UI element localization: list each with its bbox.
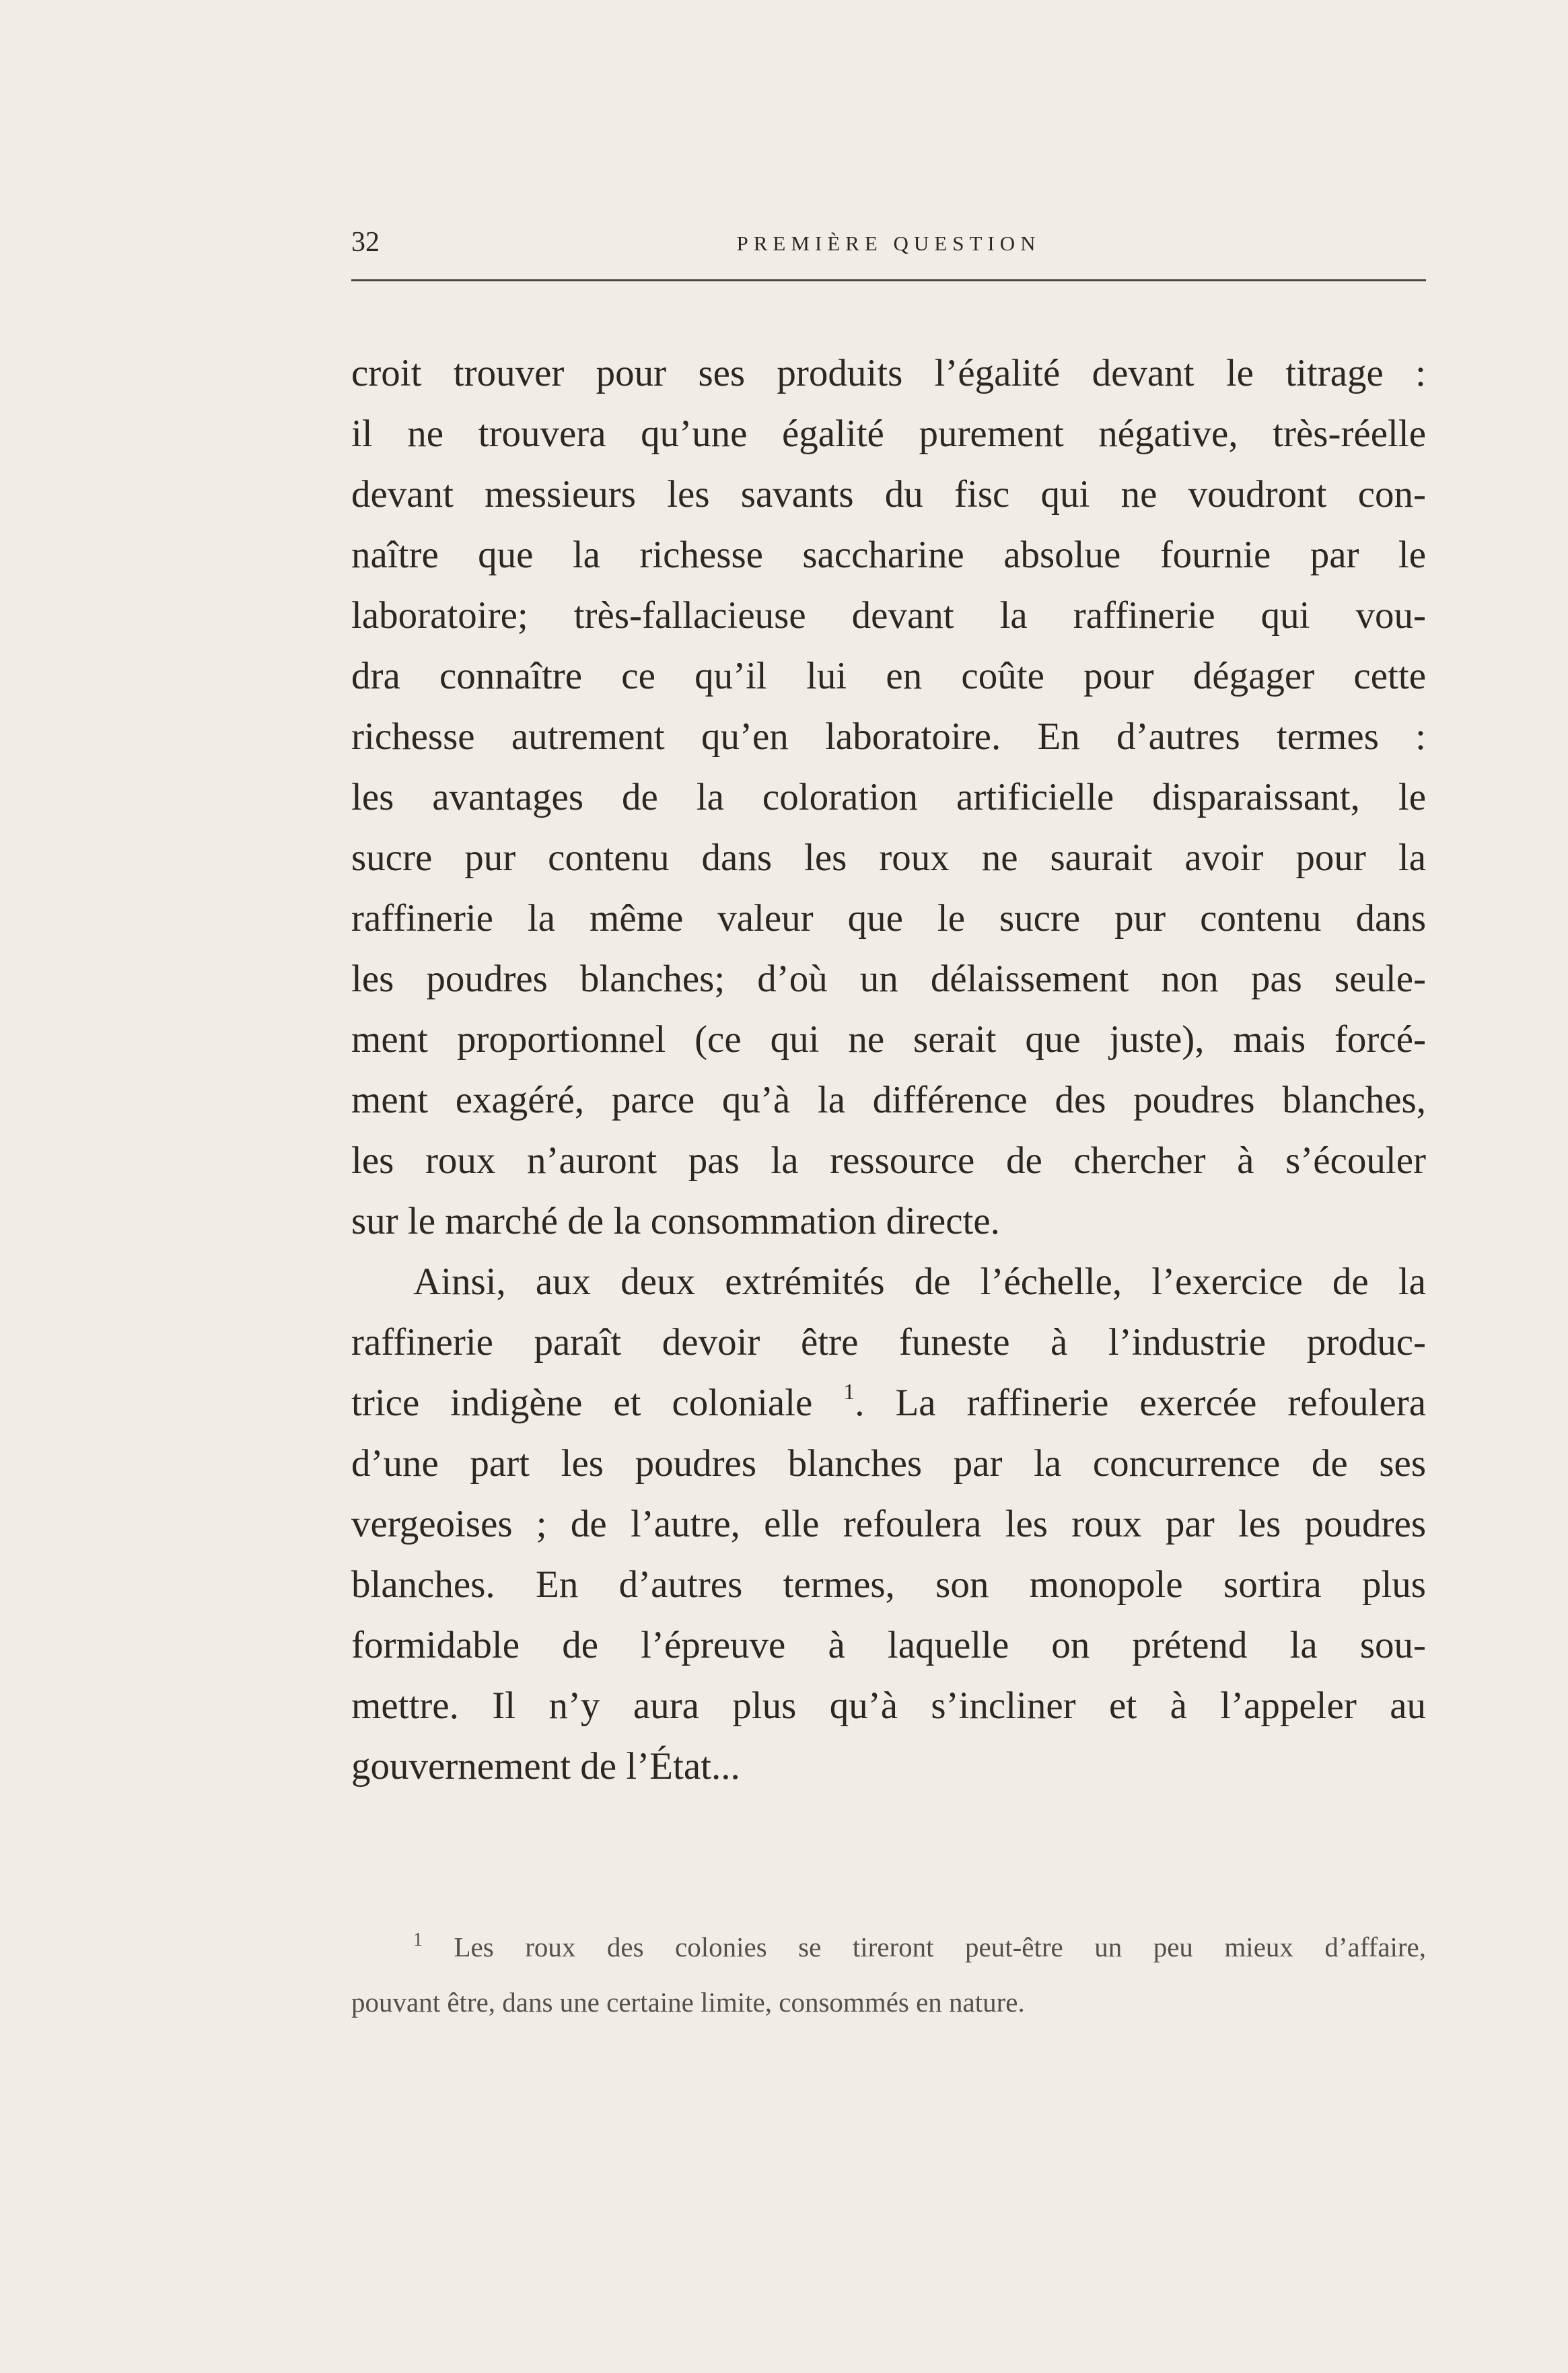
footnote-mark: 1	[413, 1929, 423, 1950]
header-rule	[351, 279, 1426, 281]
text-line: les avantages de la coloration artificielle disparaissant, le	[351, 776, 1426, 818]
text-line: ment exagéré, parce qu’à la différence des poudres blanches,	[351, 1079, 1426, 1121]
text-line-with-footnote-ref	[351, 1373, 1426, 1433]
footnote-text: Les roux des colonies se tireront peut-être un peu mieux d’affaire,	[454, 1932, 1427, 1962]
text-line: raffinerie la même valeur que le sucre pur contenu dans	[351, 897, 1426, 940]
text-line: richesse autrement qu’en laboratoire. En d’autres termes :	[351, 715, 1426, 758]
text-line: vergeoises ; de l’autre, elle refoulera les roux par les poudres	[351, 1503, 1426, 1545]
text-line: croit trouver pour ses produits l’égalité devant le titrage :	[351, 352, 1426, 394]
text-line: gouvernement de l’État...	[351, 1745, 740, 1787]
paragraph-2	[351, 1252, 1426, 1797]
text-line: naître que la richesse saccharine absolue fournie par le	[351, 534, 1426, 576]
paragraph-1	[351, 343, 1426, 1252]
footnote	[351, 1919, 1426, 2030]
text-fragment: trice indigène et coloniale	[351, 1382, 813, 1424]
text-line: Ainsi, aux deux extrémités de l’échelle, l’exercice de la	[413, 1261, 1426, 1303]
text-line: les poudres blanches; d’où un délaissement non pas seule-	[351, 958, 1426, 1000]
running-title: PREMIÈRE QUESTION	[736, 232, 1041, 255]
text-line: blanches. En d’autres termes, son monopole sortira plus	[351, 1563, 1426, 1606]
footnote-line	[351, 1919, 1426, 1975]
text-line: il ne trouvera qu’une égalité purement négative, très-réelle	[351, 413, 1426, 455]
text-line: raffinerie paraît devoir être funeste à l’industrie produc-	[351, 1321, 1426, 1363]
text-line: devant messieurs les savants du fisc qui ne voudront con-	[351, 473, 1426, 516]
page-number: 32	[351, 227, 380, 258]
text-line: formidable de l’épreuve à laquelle on prétend la sou-	[351, 1624, 1426, 1666]
text-line: mettre. Il n’y aura plus qu’à s’incliner et à l’appeler au	[351, 1685, 1426, 1727]
text-line: ment proportionnel (ce qui ne serait que juste), mais forcé-	[351, 1018, 1426, 1061]
text-line: dra connaître ce qu’il lui en coûte pour dégager cette	[351, 655, 1426, 697]
text-fragment: . La raffinerie exercée refoulera	[855, 1382, 1426, 1424]
page-header	[351, 217, 1426, 271]
footnote-reference[interactable]: 1	[843, 1380, 855, 1405]
text-line: laboratoire; très-fallacieuse devant la raffinerie qui vou-	[351, 594, 1426, 637]
text-line: sur le marché de la consommation directe.	[351, 1200, 1000, 1242]
body-text	[351, 343, 1426, 1797]
text-line: d’une part les poudres blanches par la concurrence de ses	[351, 1442, 1426, 1485]
footnote-line: pouvant être, dans une certaine limite, consommés en nature.	[351, 1987, 1025, 2018]
text-line: les roux n’auront pas la ressource de chercher à s’écouler	[351, 1139, 1426, 1182]
text-line: sucre pur contenu dans les roux ne saurait avoir pour la	[351, 837, 1426, 879]
